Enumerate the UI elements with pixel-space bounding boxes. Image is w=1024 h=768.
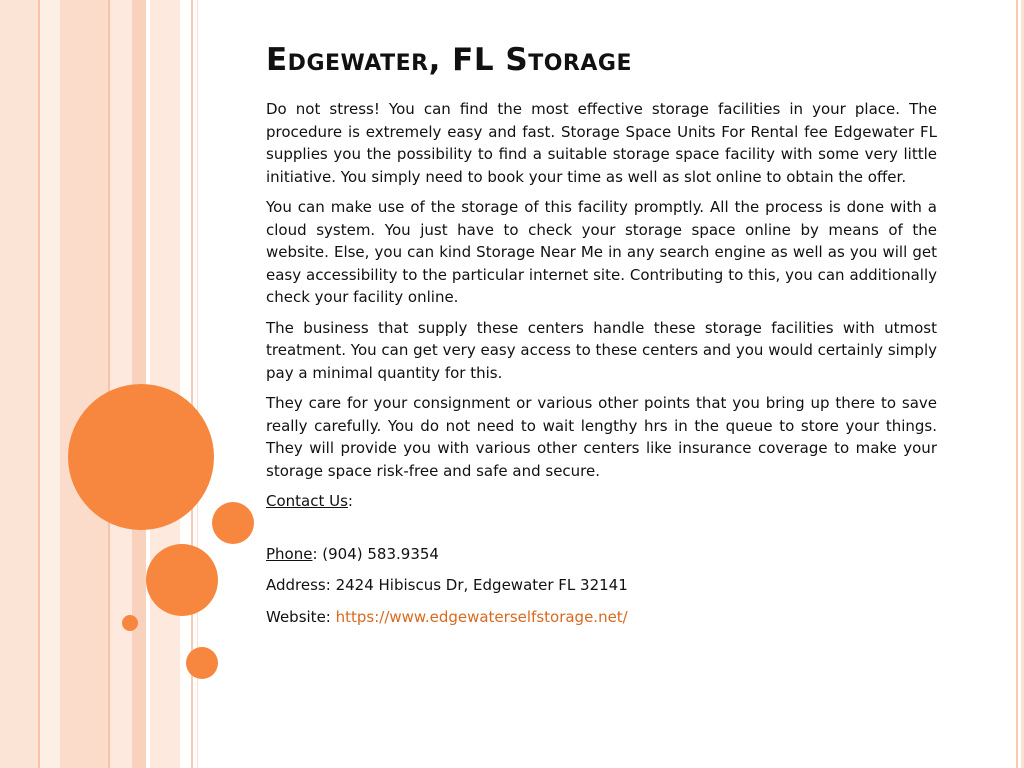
paragraph: The business that supply these centers handle these storage facilities with utmost treatment. You can get very easy access to these centers and you would certainly simply pay a minimal quantity for this. <box>266 318 937 382</box>
decor-circle-small <box>212 502 254 544</box>
contact-us-label: Contact Us <box>266 492 348 510</box>
decor-line <box>38 0 40 768</box>
slide-content <box>266 36 937 637</box>
address-line <box>266 574 937 597</box>
paragraph: Do not stress! You can find the most effective storage facilities in your place. The procedure is extremely easy and fast. Storage Space Units For Rental fee Edgewater FL supplies you the possibility to find a suitable storage space facility with some very little initiative. You simply need to book your time as well as slot online to obtain the offer. <box>266 100 937 186</box>
decor-stripe <box>0 0 40 768</box>
slide-title: Edgewater, FL Storage <box>266 42 632 78</box>
decor-line <box>108 0 110 768</box>
decor-circle-medium <box>146 544 218 616</box>
paragraph: You can make use of the storage of this facility promptly. All the process is done with a cloud system. You just have to check your storage space online by means of the website. Else, you can kind Storage Near Me in any search engine as well as you will get easy accessibility to the particular internet site. Contributing to this, you can additionally check your facility online. <box>266 198 937 306</box>
decor-circle-tiny <box>122 615 138 631</box>
decor-stripe <box>60 0 110 768</box>
decor-circle-large <box>68 384 214 530</box>
website-label: Website: <box>266 607 336 626</box>
decor-line-right <box>1016 0 1018 768</box>
decor-circle-small <box>186 647 218 679</box>
decor-stripe <box>150 0 180 768</box>
contact-heading <box>266 490 937 513</box>
paragraph: They care for your consignment or various other points that you bring up there to save really carefully. You do not need to wait lengthy hrs in the queue to store your things. They will provide you with various other centers like insurance coverage to make your storage space risk-free and safe and secure. <box>266 394 937 480</box>
contact-colon: : <box>347 492 353 510</box>
phone-label: Phone <box>266 544 313 563</box>
decor-stripe <box>40 0 60 768</box>
spacer <box>266 513 937 543</box>
website-line <box>266 606 937 629</box>
address-value: 2424 Hibiscus Dr, Edgewater FL 32141 <box>335 576 628 594</box>
phone-value: : (904) 583.9354 <box>312 544 439 563</box>
website-link[interactable]: https://www.edgewaterselfstorage.net/ <box>335 607 628 626</box>
address-label: Address: <box>266 576 336 594</box>
phone-line <box>266 543 937 566</box>
